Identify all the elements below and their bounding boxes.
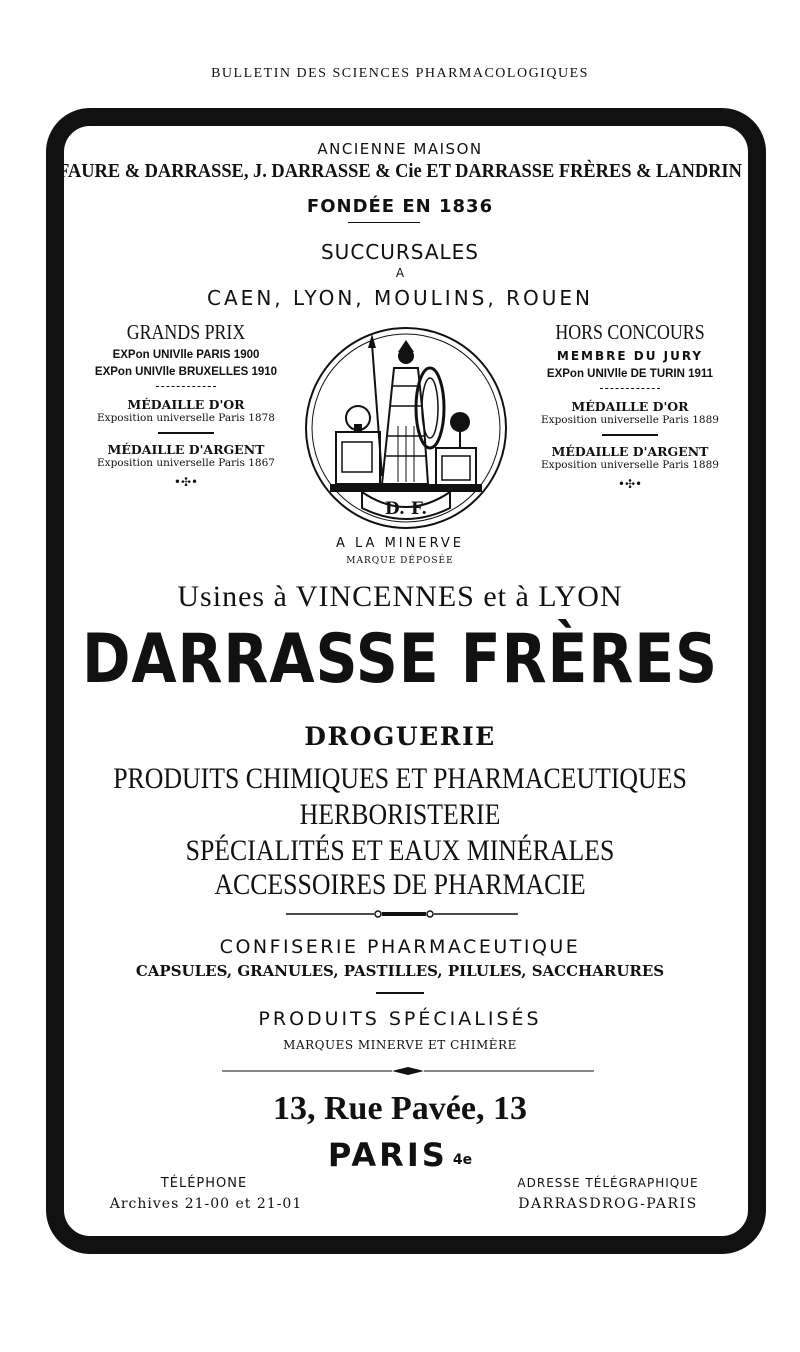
product-line-2: HERBORISTERIE [299,798,501,831]
right-line1: MEMBRE DU JURY [556,349,704,363]
confiserie: CONFISERIE PHARMACEUTIQUE [219,936,581,958]
emblem-initials: D. F. [384,499,428,519]
maison-names: FAURE & DARRASSE, J. DARRASSE & Cie ET DARRASSE FRÈRES & LANDRIN [58,160,742,182]
arrondissement: 4e [452,1152,473,1168]
succursales-a: A [395,266,405,280]
divider [602,434,658,436]
address: 13, Rue Pavée, 13 [272,1090,527,1127]
villes: CAEN, LYON, MOULINS, ROUEN [207,286,593,310]
minerve-label: A LA MINERVE [335,536,464,551]
telegraph-address: DARRASDROG-PARIS [518,1196,698,1212]
right-line2: EXPon UNIVlle DE TURIN 1911 [546,368,714,380]
left-awards [70,320,302,489]
right-awards [510,320,750,491]
diamond-divider-icon [222,1066,594,1076]
wavy-divider [600,388,660,389]
telephone-label: TÉLÉPHONE [160,1176,248,1191]
left-medal-or-title: MÉDAILLE D'OR [127,397,245,412]
ornament-icon: •✣• [173,475,199,489]
city-line [0,1136,800,1174]
produits-specialises: PRODUITS SPÉCIALISÉS [258,1008,542,1030]
product-line-3: SPÉCIALITÉS ET EAUX MINÉRALES [185,834,615,867]
ornament-icon: •✣• [617,477,643,491]
usines: Usines à VINCENNES et à LYON [177,580,623,613]
fondee: FONDÉE EN 1836 [306,196,494,217]
hors-concours-title: HORS CONCOURS [555,320,705,344]
left-line1: EXPon UNIVlle PARIS 1900 [112,349,260,361]
divider [376,992,424,994]
right-medal-argent-title: MÉDAILLE D'ARGENT [551,444,709,459]
divider [348,222,420,223]
left-medal-argent-title: MÉDAILLE D'ARGENT [107,442,265,457]
droguerie: DROGUERIE [304,722,496,751]
ancienne-maison: ANCIENNE MAISON [317,140,483,158]
left-line2: EXPon UNIVlle BRUXELLES 1910 [94,366,278,378]
telephone-number: Archives 21-00 et 21-01 [109,1196,303,1212]
marques: MARQUES MINERVE ET CHIMÈRE [283,1038,517,1052]
left-medal-or-text: Exposition universelle Paris 1878 [97,412,275,424]
telegraph-label: ADRESSE TÉLÉGRAPHIQUE [517,1176,699,1190]
divider [158,432,214,434]
capsules: CAPSULES, GRANULES, PASTILLES, PILULES, SACCHARURES [135,962,665,980]
right-medal-argent-text: Exposition universelle Paris 1889 [541,459,719,471]
marque-deposee: MARQUE DÉPOSÉE [346,556,454,566]
right-medal-or-title: MÉDAILLE D'OR [571,399,689,414]
page-header: BULLETIN DES SCIENCES PHARMACOLOGIQUES [211,66,589,81]
minerva-emblem-icon [302,326,510,534]
left-medal-argent-text: Exposition universelle Paris 1867 [97,457,275,469]
product-line-1: PRODUITS CHIMIQUES ET PHARMACEUTIQUES [113,762,687,795]
grands-prix-title: GRANDS PRIX [126,320,246,344]
product-line-4: ACCESSOIRES DE PHARMACIE [214,868,586,901]
city: PARIS [327,1136,448,1174]
brand-title: DARRASSE FRÈRES [82,620,718,699]
wavy-divider [156,386,216,387]
ornamental-divider-icon [286,908,518,920]
succursales: SUCCURSALES [320,240,480,264]
right-medal-or-text: Exposition universelle Paris 1889 [541,414,719,426]
